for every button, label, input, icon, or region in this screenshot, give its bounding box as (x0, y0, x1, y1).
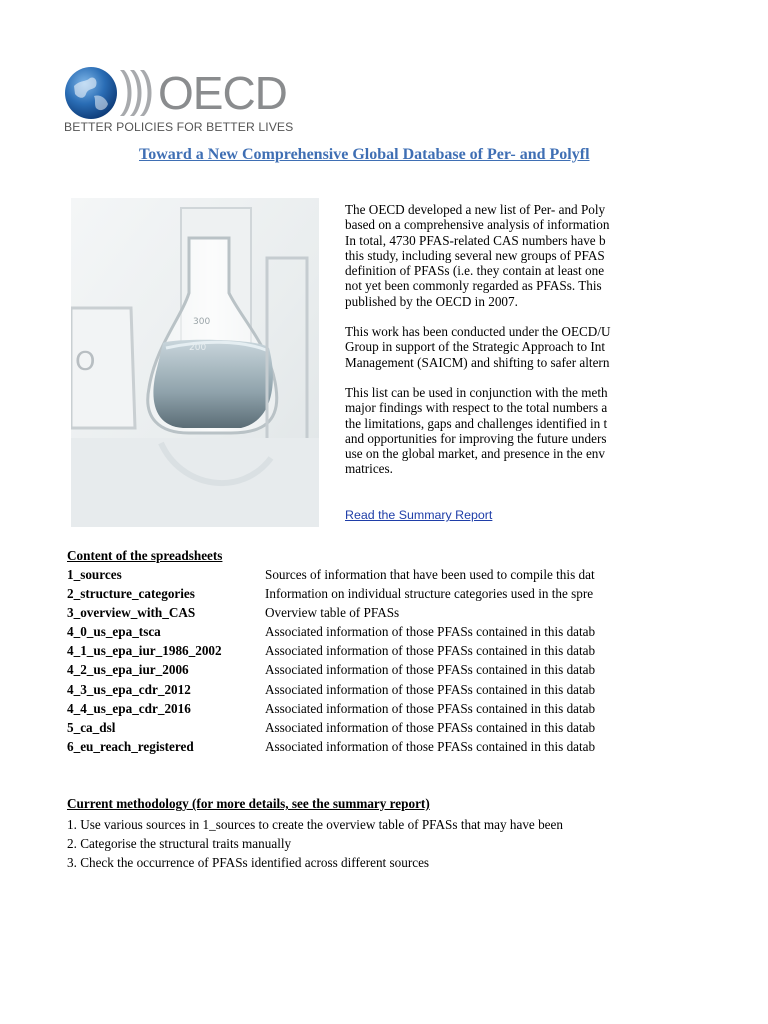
sheet-name[interactable]: 4_1_us_epa_iur_1986_2002 (67, 643, 222, 659)
sheet-name[interactable]: 5_ca_dsl (67, 719, 116, 735)
sheet-name[interactable]: 4_4_us_epa_cdr_2016 (67, 700, 191, 716)
sheet-name[interactable]: 1_sources (67, 567, 122, 582)
sheet-name[interactable]: 6_eu_reach_registered (67, 738, 194, 754)
methodology-heading: Current methodology (for more details, see the summary report) (67, 796, 430, 811)
content-heading: Content of the spreadsheets (67, 548, 223, 563)
text-line: The OECD developed a new list of Per- and Poly (345, 202, 606, 217)
text-line: and opportunities for improving the future unders (345, 430, 607, 446)
text-line: published by the OECD in 2007. (345, 293, 518, 309)
methodology-step: 3. Check the occurrence of PFASs identified across different sources (67, 855, 430, 871)
intro-paragraph-3 (345, 385, 650, 477)
methodology-step: 2. Categorise the structural traits manually (67, 836, 292, 852)
methodology-step: 1. Use various sources in 1_sources to create the overview table of PFASs that may have been (67, 817, 563, 832)
oecd-globe-icon (64, 66, 160, 122)
intro-paragraph-1 (345, 202, 650, 309)
sheet-name[interactable]: 3_overview_with_CAS (67, 605, 196, 621)
sheet-description: Sources of information that have been used to compile this dat (265, 567, 595, 582)
summary-report-link[interactable]: Read the Summary Report (345, 508, 493, 522)
svg-text:200: 200 (189, 343, 207, 353)
text-line: not yet been commonly regarded as PFASs. This (345, 278, 602, 294)
svg-text:300: 300 (193, 317, 211, 327)
text-line: this study, including several new groups of PFAS (345, 247, 605, 263)
text-line: Management (SAICM) and shifting to safer altern (345, 354, 610, 370)
sheet-description: Associated information of those PFASs contained in this datab (265, 624, 596, 640)
sheet-name[interactable]: 4_0_us_epa_tsca (67, 624, 161, 640)
oecd-logo (64, 66, 304, 136)
text-line: based on a comprehensive analysis of information (345, 217, 610, 233)
laboratory-glassware-photo (71, 198, 319, 527)
page-title-link[interactable]: Toward a New Comprehensive Global Database of Per- and Polyfl (139, 146, 590, 163)
text-line: In total, 4730 PFAS-related CAS numbers have b (345, 232, 606, 248)
sheet-name[interactable]: 4_2_us_epa_iur_2006 (67, 662, 189, 678)
text-line: use on the global market, and presence in the env (345, 446, 605, 462)
sheet-description: Associated information of those PFASs contained in this datab (265, 719, 596, 735)
text-line: Group in support of the Strategic Approach to Int (345, 339, 606, 355)
text-line: the limitations, gaps and challenges identified in t (345, 415, 608, 431)
sheet-description: Overview table of PFASs (265, 605, 400, 621)
text-line: matrices. (345, 461, 393, 477)
intro-paragraph-2 (345, 324, 650, 370)
sheet-description: Associated information of those PFASs contained in this datab (265, 738, 596, 754)
text-line: definition of PFASs (i.e. they contain at least one (345, 263, 605, 279)
sheet-description: Associated information of those PFASs contained in this datab (265, 643, 596, 659)
text-line: This list can be used in conjunction with the meth (345, 384, 608, 400)
sheet-name[interactable]: 4_3_us_epa_cdr_2012 (67, 681, 191, 697)
sheet-description: Information on individual structure categories used in the spre (265, 586, 594, 602)
text-line: major findings with respect to the total numbers a (345, 400, 608, 416)
logo-wordmark: OECD (158, 67, 287, 119)
svg-text:O: O (75, 347, 96, 377)
text-line: This work has been conducted under the OECD/U (345, 324, 611, 340)
sheet-name[interactable]: 2_structure_categories (67, 586, 195, 602)
logo-tagline: BETTER POLICIES FOR BETTER LIVES (64, 120, 294, 134)
sheet-description: Associated information of those PFASs contained in this datab (265, 700, 596, 716)
sheet-description: Associated information of those PFASs contained in this datab (265, 662, 596, 678)
methodology-list (67, 815, 563, 873)
intro-text (345, 202, 650, 492)
sheet-description: Associated information of those PFASs contained in this datab (265, 681, 596, 697)
